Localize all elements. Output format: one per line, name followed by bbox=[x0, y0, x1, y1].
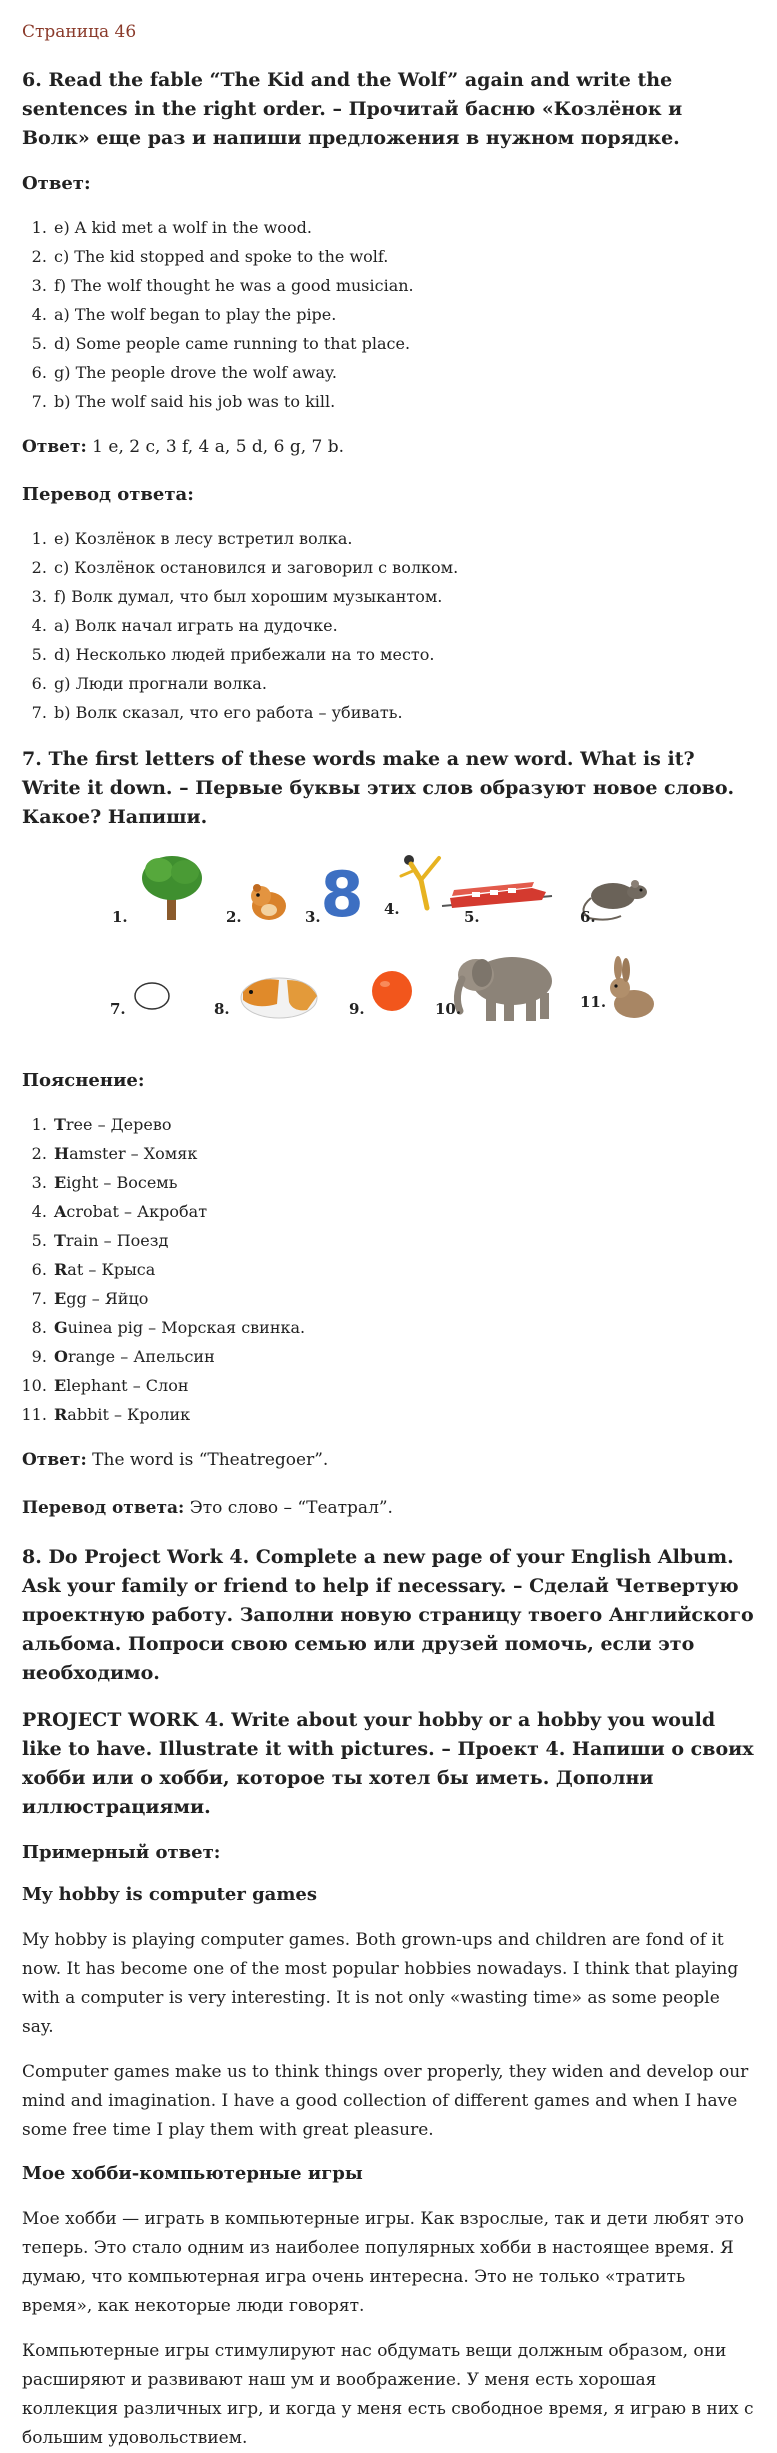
list-item bbox=[52, 1168, 755, 1197]
picture-number: 4. bbox=[384, 900, 400, 918]
word-rest: amster – Хомяк bbox=[69, 1144, 198, 1163]
rabbit-picture bbox=[602, 958, 660, 1022]
list-item bbox=[52, 1255, 755, 1284]
list-item: 5. d) Some people came running to that place. bbox=[52, 329, 755, 358]
picture-number: 8. bbox=[214, 1000, 230, 1018]
list-item: 1. e) A kid met a wolf in the wood. bbox=[52, 213, 755, 242]
first-letter: R bbox=[54, 1405, 68, 1424]
egg-picture bbox=[132, 980, 172, 1012]
picture-number: 1. bbox=[112, 908, 128, 926]
first-letter: T bbox=[54, 1231, 66, 1250]
word-rest: ight – Восемь bbox=[66, 1173, 178, 1192]
picture-number: 7. bbox=[110, 1000, 126, 1018]
picture-puzzle bbox=[112, 850, 672, 1050]
list-item: 4. a) The wolf began to play the pipe. bbox=[52, 300, 755, 329]
guinea-pig-picture bbox=[237, 970, 323, 1022]
task-6-translation-label: Перевод ответа: bbox=[22, 484, 194, 505]
task-6-translation-list bbox=[22, 524, 755, 727]
elephant-picture bbox=[452, 945, 562, 1025]
list-item bbox=[52, 1371, 755, 1400]
list-item bbox=[52, 1284, 755, 1313]
word-rest: uinea pig – Морская свинка. bbox=[67, 1318, 306, 1337]
list-item: 2. c) Козлёнок остановился и заговорил с волком. bbox=[52, 553, 755, 582]
word-rest: gg – Яйцо bbox=[66, 1289, 149, 1308]
task-6-title: 6. Read the fable “The Kid and the Wolf” again and write the sentences in the right order. – Прочитай басню «Козлёнок и Волк» еще раз и напиши предложения в нужном порядке. bbox=[22, 69, 683, 149]
task-7-word-list bbox=[22, 1110, 755, 1429]
list-item: 4. a) Волк начал играть на дудочке. bbox=[52, 611, 755, 640]
picture-number: 5. bbox=[464, 908, 480, 926]
word-rest: lephant – Слон bbox=[66, 1376, 189, 1395]
first-letter: O bbox=[54, 1347, 68, 1366]
list-item: 7. b) Волк сказал, что его работа – убивать. bbox=[52, 698, 755, 727]
orange-picture bbox=[369, 968, 415, 1014]
task-6-answer-label: Ответ: bbox=[22, 173, 91, 194]
task-8-title: 8. Do Project Work 4. Complete a new page of your English Album. Ask your family or friend to help if necessary. – Сделай Четвертую проектную работу. Заполни новую страницу твоего Английского альбома. Попроси свою семью или друзей помочь, если это необходимо. bbox=[22, 1546, 754, 1684]
first-letter: G bbox=[54, 1318, 68, 1337]
list-item: 5. d) Несколько людей прибежали на то место. bbox=[52, 640, 755, 669]
picture-number: 6. bbox=[580, 908, 596, 926]
eight-picture bbox=[320, 858, 364, 931]
list-item bbox=[52, 1110, 755, 1139]
svg-text:8: 8 bbox=[320, 858, 364, 931]
project-work-title: PROJECT WORK 4. Write about your hobby or a hobby you would like to have. Illustrate it with pictures. – Проект 4. Напиши о своих хобби или о хобби, которое ты хотел бы иметь. Дополни иллюстрациями. bbox=[22, 1709, 754, 1818]
list-item: 7. b) The wolf said his job was to kill. bbox=[52, 387, 755, 416]
picture-number: 11. bbox=[580, 993, 607, 1011]
russian-essay-heading: Мое хобби-компьютерные игры bbox=[22, 2163, 363, 2184]
list-item bbox=[52, 1313, 755, 1342]
word-rest: ree – Дерево bbox=[65, 1115, 172, 1134]
picture-number: 9. bbox=[349, 1000, 365, 1018]
word-rest: crobat – Акробат bbox=[66, 1202, 208, 1221]
task-6-sentence-list bbox=[22, 213, 755, 416]
answer-label: Ответ: bbox=[22, 437, 87, 457]
word-rest: rain – Поезд bbox=[65, 1231, 169, 1250]
translation-text: Это слово – “Театрал”. bbox=[184, 1498, 393, 1518]
first-letter: E bbox=[54, 1289, 67, 1308]
list-item: 3. f) Волк думал, что был хорошим музыкантом. bbox=[52, 582, 755, 611]
picture-number: 10. bbox=[435, 1000, 462, 1018]
first-letter: E bbox=[54, 1376, 67, 1395]
russian-paragraph: Мое хобби — играть в компьютерные игры. Как взрослые, так и дети любят это теперь. Это стало одним из наиболее популярных хобби в настоящее время. Я думаю, что компьютерная игра очень интересна. Это не только «тратить время», как некоторые люди говорят. bbox=[22, 2209, 744, 2316]
answer-text: The word is “Theatregoer”. bbox=[86, 1450, 329, 1470]
answer-label: Ответ: bbox=[22, 1450, 87, 1470]
sample-answer-label: Примерный ответ: bbox=[22, 1842, 221, 1863]
answer-text: 1 e, 2 c, 3 f, 4 a, 5 d, 6 g, 7 b. bbox=[86, 437, 345, 457]
task-6-short-answer bbox=[22, 434, 755, 460]
word-rest: abbit – Кролик bbox=[67, 1405, 191, 1424]
list-item: 1. e) Козлёнок в лесу встретил волка. bbox=[52, 524, 755, 553]
task-7-explanation-label: Пояснение: bbox=[22, 1070, 145, 1091]
first-letter: H bbox=[54, 1144, 70, 1163]
russian-paragraph: Компьютерные игры стимулируют нас обдумать вещи должным образом, они расширяют и развивают наш ум и воображение. У меня есть хорошая коллекция различных игр, и когда у меня есть свободное время, я играю в них с большим удовольствием. bbox=[22, 2341, 754, 2448]
list-item: 6. g) The people drove the wolf away. bbox=[52, 358, 755, 387]
word-rest: at – Крыса bbox=[67, 1260, 156, 1279]
first-letter: T bbox=[54, 1115, 66, 1134]
list-item bbox=[52, 1226, 755, 1255]
task-7-translation bbox=[22, 1495, 755, 1521]
english-essay-heading: My hobby is computer games bbox=[22, 1884, 317, 1905]
hamster-picture bbox=[247, 880, 289, 922]
english-paragraph: My hobby is playing computer games. Both grown-ups and children are fond of it now. It has become one of the most popular hobbies nowadays. I think that playing with a computer is very interesting. It is not only «wasting time» as some people say. bbox=[22, 1930, 739, 2037]
picture-number: 2. bbox=[226, 908, 242, 926]
list-item: 3. f) The wolf thought he was a good musician. bbox=[52, 271, 755, 300]
first-letter: E bbox=[54, 1173, 67, 1192]
translation-label: Перевод ответа: bbox=[22, 1498, 185, 1518]
list-item bbox=[52, 1197, 755, 1226]
train-picture bbox=[442, 868, 552, 912]
first-letter: R bbox=[54, 1260, 68, 1279]
list-item: 6. g) Люди прогнали волка. bbox=[52, 669, 755, 698]
first-letter: A bbox=[54, 1202, 67, 1221]
english-paragraph: Computer games make us to think things over properly, they widen and develop our mind and imagination. I have a good collection of different games and when I have some free time I play them with great pleasure. bbox=[22, 2062, 749, 2140]
list-item: 2. c) The kid stopped and spoke to the wolf. bbox=[52, 242, 755, 271]
word-rest: range – Апельсин bbox=[67, 1347, 215, 1366]
acrobat-picture bbox=[397, 850, 443, 914]
page-label: Страница 46 bbox=[22, 22, 137, 42]
task-7-title: 7. The first letters of these words make a new word. What is it? Write it down. – Первые буквы этих слов образуют новое слово. Какое? Напиши. bbox=[22, 748, 735, 828]
list-item bbox=[52, 1400, 755, 1429]
list-item bbox=[52, 1342, 755, 1371]
tree-picture bbox=[137, 850, 207, 922]
list-item bbox=[52, 1139, 755, 1168]
task-7-answer bbox=[22, 1447, 755, 1473]
picture-number: 3. bbox=[305, 908, 321, 926]
